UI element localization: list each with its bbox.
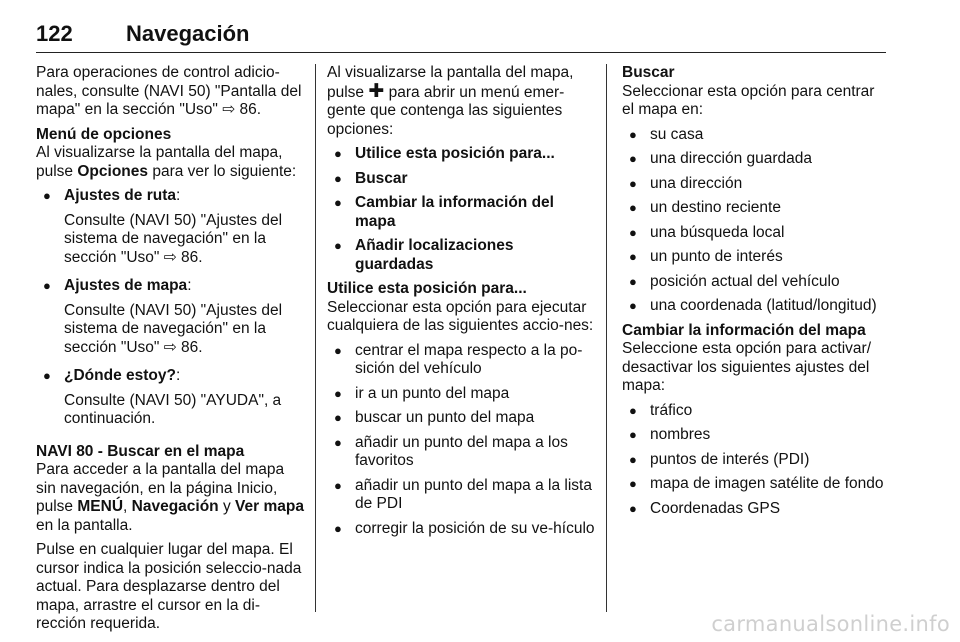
list-item: ● corregir la posición de su ve-hículo (327, 520, 595, 539)
menu-paragraph: Al visualizarse la pantalla del mapa, pulse Opciones para ver lo siguiente: (36, 144, 297, 180)
list-item: ● tráfico (622, 402, 890, 421)
column-divider (315, 64, 316, 612)
page-header (36, 22, 886, 53)
use-position-list (327, 342, 595, 539)
search-list (622, 126, 890, 316)
column-1 (36, 64, 304, 640)
navi80-paragraph: Para acceder a la pantalla del mapa sin navegación, en la página Inicio, pulse MENÚ, Navegación y Ver mapa en la pantalla. (36, 461, 304, 534)
list-item: ● Cambiar la información del mapa (327, 194, 595, 231)
menu-options-list (36, 367, 304, 386)
search-paragraph: Seleccionar esta opción para centrar el mapa en: (622, 82, 875, 118)
list-item: ● una dirección guardada (622, 150, 890, 169)
item-description: Consulte (NAVI 50) "Ajustes del sistema de navegación" en la sección "Uso" ⇨ 86. (64, 301, 283, 356)
menu-options-list (36, 187, 304, 206)
list-item: ● Buscar (327, 170, 595, 189)
list-item: ● una dirección (622, 175, 890, 194)
column-2 (327, 64, 595, 544)
change-map-info-list (622, 402, 890, 519)
list-item: ● un destino reciente (622, 199, 890, 218)
list-item: ● añadir un punto del mapa a la lista de PDI (327, 477, 595, 514)
intro-paragraph: Para operaciones de control adicio-nales, consulte (NAVI 50) "Pantalla del mapa" en la sección "Uso" ⇨ 86. (36, 64, 302, 118)
popup-options-list (327, 145, 595, 274)
item-description: Consulte (NAVI 50) "Ajustes del sistema de navegación" en la sección "Uso" ⇨ 86. (64, 211, 283, 266)
list-item: ● ir a un punto del mapa (327, 385, 595, 404)
page-title: Navegación (126, 21, 250, 46)
list-item: ● una búsqueda local (622, 224, 890, 243)
list-item: ● un punto de interés (622, 248, 890, 267)
section-heading-search: Buscar (622, 64, 675, 81)
list-item: ● ¿Dónde estoy?: (36, 367, 304, 386)
use-position-paragraph: Seleccionar esta opción para ejecutar cualquiera de las siguientes accio-nes: (327, 298, 594, 334)
plus-icon: ✚ (368, 80, 385, 102)
list-item: ● una coordenada (latitud/longitud) (622, 297, 890, 316)
list-item: ● centrar el mapa respecto a la po-sición del vehículo (327, 342, 595, 379)
change-map-info-paragraph: Seleccione esta opción para activar/ desactivar los siguientes ajustes del mapa: (622, 340, 872, 394)
cursor-paragraph: Pulse en cualquier lugar del mapa. El cursor indica la posición seleccio-nada actual. Para desplazarse dentro del mapa, arrastre el cursor en la di-rección requerida. (36, 541, 302, 632)
list-item: ● puntos de interés (PDI) (622, 451, 890, 470)
list-item: ● Añadir localizaciones guardadas (327, 237, 595, 274)
watermark: carmanualsonline.info (711, 612, 950, 636)
section-heading-navi80: NAVI 80 - Buscar en el mapa (36, 442, 245, 460)
section-heading-use-position: Utilice esta posición para... (327, 280, 527, 297)
list-item: ● mapa de imagen satélite de fondo (622, 475, 890, 494)
list-item: ● buscar un punto del mapa (327, 409, 595, 428)
list-item: ● su casa (622, 126, 890, 145)
list-item: ● Ajustes de ruta: (36, 187, 304, 206)
section-heading-menu: Menú de opciones (36, 125, 172, 143)
list-item: ● Utilice esta posición para... (327, 145, 595, 164)
list-item: ● nombres (622, 426, 890, 445)
section-heading-change-map-info: Cambiar la información del mapa (622, 321, 866, 339)
list-item: ● posición actual del vehículo (622, 273, 890, 292)
column-3 (622, 64, 890, 524)
list-item: ● Ajustes de mapa: (36, 277, 304, 296)
item-description: Consulte (NAVI 50) "AYUDA", a continuación. (64, 391, 282, 427)
list-item: ● Coordenadas GPS (622, 500, 890, 519)
menu-options-list (36, 277, 304, 296)
column-divider (606, 64, 607, 612)
popup-intro-paragraph: Al visualizarse la pantalla del mapa, pulse ✚ para abrir un menú emer-gente que contenga las siguientes opciones: (327, 64, 574, 138)
list-item: ● añadir un punto del mapa a los favoritos (327, 434, 595, 471)
page-number: 122 (36, 21, 73, 46)
